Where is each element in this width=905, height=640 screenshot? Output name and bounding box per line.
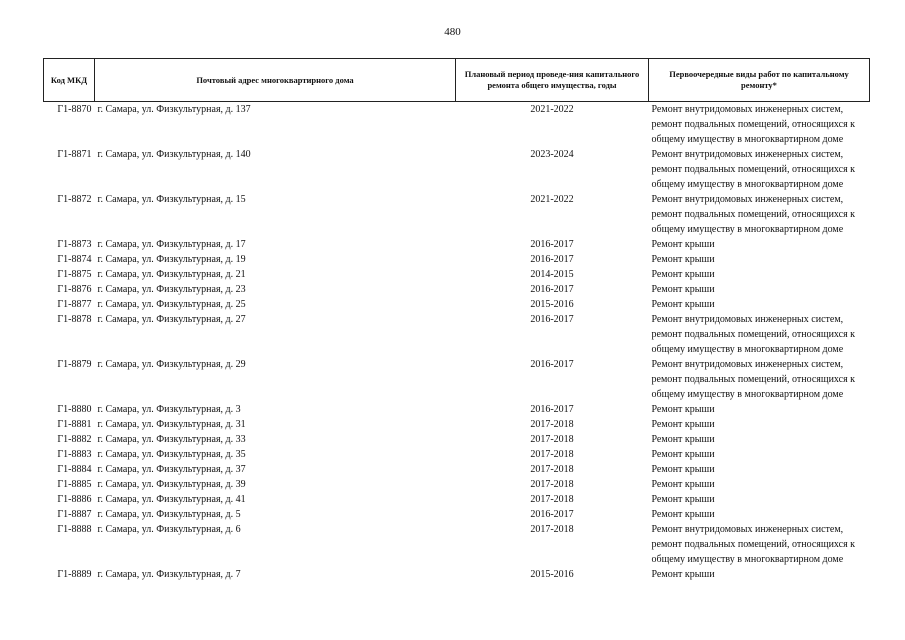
row-code: Г1-8881 <box>57 419 92 430</box>
row-address: г. Самара, ул. Физкультурная, д. 7 <box>97 569 241 580</box>
row-address: г. Самара, ул. Физкультурная, д. 35 <box>97 449 246 460</box>
row-period: 2023-2024 <box>530 149 574 160</box>
row-address: г. Самара, ул. Физкультурная, д. 15 <box>97 194 246 205</box>
row-address: г. Самара, ул. Физкультурная, д. 21 <box>97 269 246 280</box>
row-code: Г1-8877 <box>57 299 92 310</box>
row-code: Г1-8887 <box>57 509 92 520</box>
header-row <box>44 59 870 102</box>
row-code: Г1-8872 <box>57 194 92 205</box>
table-row <box>44 462 870 477</box>
table-row <box>44 102 870 148</box>
row-work-types: Ремонт крыши <box>651 239 715 250</box>
row-address: г. Самара, ул. Физкультурная, д. 33 <box>97 434 246 445</box>
table-row <box>44 417 870 432</box>
row-period: 2017-2018 <box>530 479 574 490</box>
row-work-types: Ремонт крыши <box>651 509 715 520</box>
table-row <box>44 237 870 252</box>
row-code: Г1-8880 <box>57 404 92 415</box>
row-period: 2016-2017 <box>530 284 574 295</box>
table-row <box>44 432 870 447</box>
table-header <box>44 59 870 102</box>
row-work-types: Ремонт внутридомовых инженерных систем, ремонт подвальных помещений, относящихся к общему имуществу в многоквартирном доме <box>651 359 856 400</box>
table-row <box>44 567 870 582</box>
row-period: 2014-2015 <box>530 269 574 280</box>
row-address: г. Самара, ул. Физкультурная, д. 37 <box>97 464 246 475</box>
header-works: Первоочередные виды работ по капитальному ремонту* <box>649 59 870 102</box>
row-work-types: Ремонт внутридомовых инженерных систем, ремонт подвальных помещений, относящихся к общему имуществу в многоквартирном доме <box>651 104 856 145</box>
row-code: Г1-8871 <box>57 149 92 160</box>
table-row <box>44 192 870 237</box>
row-code: Г1-8873 <box>57 239 92 250</box>
table-row <box>44 402 870 417</box>
row-work-types: Ремонт крыши <box>651 404 715 415</box>
row-period: 2016-2017 <box>530 359 574 370</box>
row-period: 2017-2018 <box>530 434 574 445</box>
table-row <box>44 477 870 492</box>
row-period: 2017-2018 <box>530 449 574 460</box>
row-address: г. Самара, ул. Физкультурная, д. 19 <box>97 254 246 265</box>
row-code: Г1-8886 <box>57 494 92 505</box>
row-period: 2015-2016 <box>530 299 574 310</box>
row-work-types: Ремонт крыши <box>651 464 715 475</box>
row-address: г. Самара, ул. Физкультурная, д. 6 <box>97 524 241 535</box>
table-body <box>44 102 870 583</box>
row-code: Г1-8884 <box>57 464 92 475</box>
row-period: 2016-2017 <box>530 509 574 520</box>
header-address: Почтовый адрес многоквартирного дома <box>95 59 456 102</box>
row-work-types: Ремонт крыши <box>651 419 715 430</box>
row-address: г. Самара, ул. Физкультурная, д. 3 <box>97 404 241 415</box>
row-work-types: Ремонт внутридомовых инженерных систем, ремонт подвальных помещений, относящихся к общему имуществу в многоквартирном доме <box>651 524 856 565</box>
row-address: г. Самара, ул. Физкультурная, д. 25 <box>97 299 246 310</box>
table-row <box>44 147 870 192</box>
row-work-types: Ремонт крыши <box>651 449 715 460</box>
table-row <box>44 357 870 402</box>
row-code: Г1-8874 <box>57 254 92 265</box>
row-code: Г1-8878 <box>57 314 92 325</box>
row-work-types: Ремонт крыши <box>651 434 715 445</box>
row-code: Г1-8879 <box>57 359 92 370</box>
row-period: 2017-2018 <box>530 524 574 535</box>
table-row <box>44 492 870 507</box>
row-work-types: Ремонт крыши <box>651 479 715 490</box>
row-address: г. Самара, ул. Физкультурная, д. 39 <box>97 479 246 490</box>
row-address: г. Самара, ул. Физкультурная, д. 27 <box>97 314 246 325</box>
table-row <box>44 507 870 522</box>
row-period: 2017-2018 <box>530 494 574 505</box>
row-period: 2016-2017 <box>530 404 574 415</box>
row-code: Г1-8875 <box>57 269 92 280</box>
row-address: г. Самара, ул. Физкультурная, д. 31 <box>97 419 246 430</box>
table-row <box>44 267 870 282</box>
row-work-types: Ремонт внутридомовых инженерных систем, ремонт подвальных помещений, относящихся к общему имуществу в многоквартирном доме <box>651 314 856 355</box>
row-work-types: Ремонт внутридомовых инженерных систем, ремонт подвальных помещений, относящихся к общему имуществу в многоквартирном доме <box>651 149 856 190</box>
row-code: Г1-8870 <box>57 104 92 115</box>
row-address: г. Самара, ул. Физкультурная, д. 17 <box>97 239 246 250</box>
row-address: г. Самара, ул. Физкультурная, д. 137 <box>97 104 251 115</box>
row-address: г. Самара, ул. Физкультурная, д. 41 <box>97 494 246 505</box>
row-code: Г1-8883 <box>57 449 92 460</box>
row-address: г. Самара, ул. Физкультурная, д. 23 <box>97 284 246 295</box>
row-period: 2021-2022 <box>530 104 574 115</box>
table-row <box>44 522 870 567</box>
row-period: 2017-2018 <box>530 464 574 475</box>
row-period: 2021-2022 <box>530 194 574 205</box>
row-code: Г1-8882 <box>57 434 92 445</box>
row-work-types: Ремонт крыши <box>651 299 715 310</box>
header-period: Плановый период проведе-ния капитального ремонта общего имущества, годы <box>456 59 649 102</box>
table-row <box>44 447 870 462</box>
row-period: 2017-2018 <box>530 419 574 430</box>
row-period: 2015-2016 <box>530 569 574 580</box>
table-row <box>44 312 870 357</box>
row-address: г. Самара, ул. Физкультурная, д. 5 <box>97 509 241 520</box>
row-address: г. Самара, ул. Физкультурная, д. 29 <box>97 359 246 370</box>
row-work-types: Ремонт крыши <box>651 494 715 505</box>
header-code: Код МКД <box>44 59 95 102</box>
table-row <box>44 252 870 267</box>
row-period: 2016-2017 <box>530 314 574 325</box>
row-period: 2016-2017 <box>530 254 574 265</box>
row-work-types: Ремонт крыши <box>651 284 715 295</box>
row-work-types: Ремонт крыши <box>651 269 715 280</box>
row-work-types: Ремонт внутридомовых инженерных систем, ремонт подвальных помещений, относящихся к общему имуществу в многоквартирном доме <box>651 194 856 235</box>
row-code: Г1-8876 <box>57 284 92 295</box>
row-code: Г1-8889 <box>57 569 92 580</box>
row-address: г. Самара, ул. Физкультурная, д. 140 <box>97 149 251 160</box>
row-period: 2016-2017 <box>530 239 574 250</box>
row-work-types: Ремонт крыши <box>651 569 715 580</box>
row-work-types: Ремонт крыши <box>651 254 715 265</box>
row-code: Г1-8885 <box>57 479 92 490</box>
row-code: Г1-8888 <box>57 524 92 535</box>
table-row <box>44 297 870 312</box>
table-row <box>44 282 870 297</box>
capital-repair-table <box>43 58 870 582</box>
page-number: 480 <box>444 26 461 38</box>
